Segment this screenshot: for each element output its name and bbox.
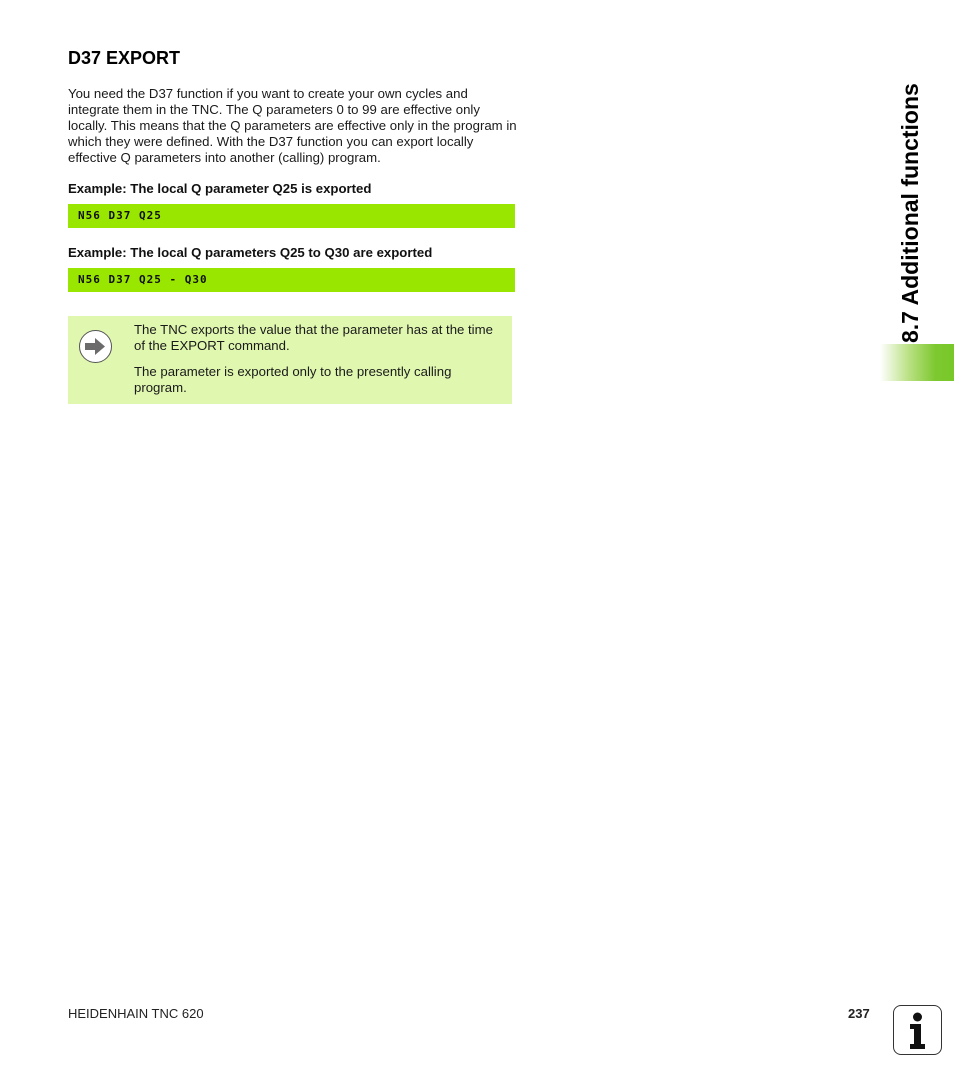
info-icon (893, 1005, 942, 1055)
code-block-2: N56 D37 Q25 - Q30 (68, 268, 515, 292)
example-label-2: Example: The local Q parameters Q25 to Q30 are exported (68, 245, 433, 260)
footer-product: HEIDENHAIN TNC 620 (68, 1006, 204, 1021)
section-title: D37 EXPORT (68, 48, 181, 68)
note-box (68, 316, 512, 404)
intro-paragraph: You need the D37 function if you want to create your own cycles and integrate them in the TNC. The Q parameters 0 to 99 are effective only locally. This means that the Q parameters are effective only in the program in which they were defined. With the D37 function you can export locally effective Q parameters into another (calling) program. (68, 86, 517, 165)
example-label-1: Example: The local Q parameter Q25 is exported (68, 181, 372, 196)
note-paragraph-2: The parameter is exported only to the presently calling program. (134, 364, 452, 395)
arrow-right-icon (79, 330, 112, 363)
note-paragraph-1: The TNC exports the value that the parameter has at the time of the EXPORT command. (134, 322, 493, 353)
chapter-tab (880, 344, 954, 381)
note-text (134, 322, 504, 406)
page-number: 237 (848, 1006, 870, 1021)
code-block-1: N56 D37 Q25 (68, 204, 515, 228)
chapter-title: 8.7 Additional functions (897, 83, 923, 343)
